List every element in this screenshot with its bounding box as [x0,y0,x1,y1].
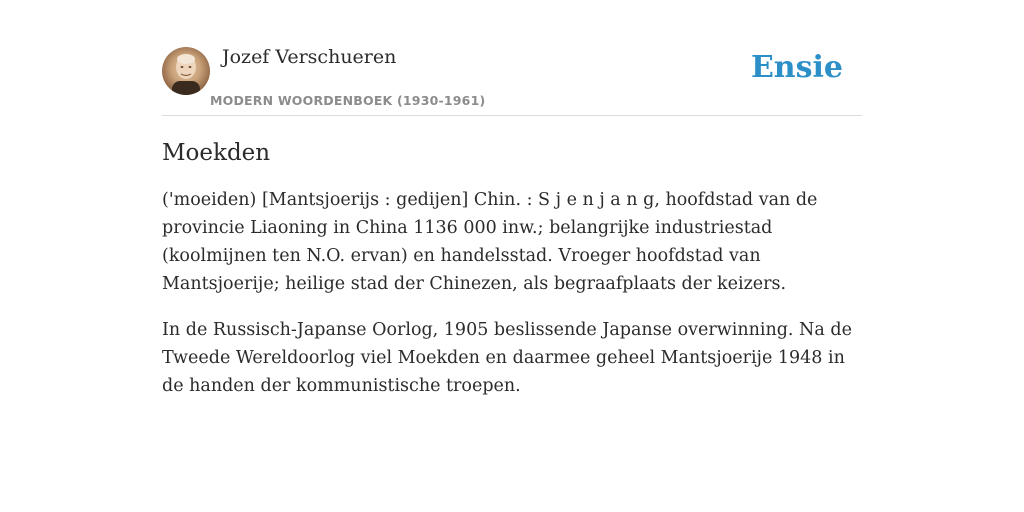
entry-header [162,45,862,116]
entry-title: Moekden [162,140,271,166]
ensie-logo[interactable]: Ensie [750,50,843,85]
author-portrait-icon [162,47,210,95]
entry-card [162,45,862,400]
entry-paragraph: ('moeiden) [Mantsjoerijs : gedijen] Chin. : S j e n j a n g, hoofdstad van de provincie Liaoning in China 1136 000 inw.; belangrijke industriestad (koolmijnen ten N.O. ervan) en handelsstad. Vroeger hoofdstad van Mantsjoerije; heilige stad der Chinezen, als begraafplaats der keizers. [162,190,818,294]
entry-paragraph: In de Russisch-Japanse Oorlog, 1905 beslissende Japanse overwinning. Na de Tweede Wereldoorlog viel Moekden en daarmee geheel Mantsjoerije 1948 in de handen der kommunistische troepen. [162,320,852,396]
author-avatar[interactable] [162,47,210,95]
author-name-link[interactable]: Jozef Verschueren [222,46,397,68]
source-label: MODERN WOORDENBOEK (1930-1961) [210,93,486,108]
